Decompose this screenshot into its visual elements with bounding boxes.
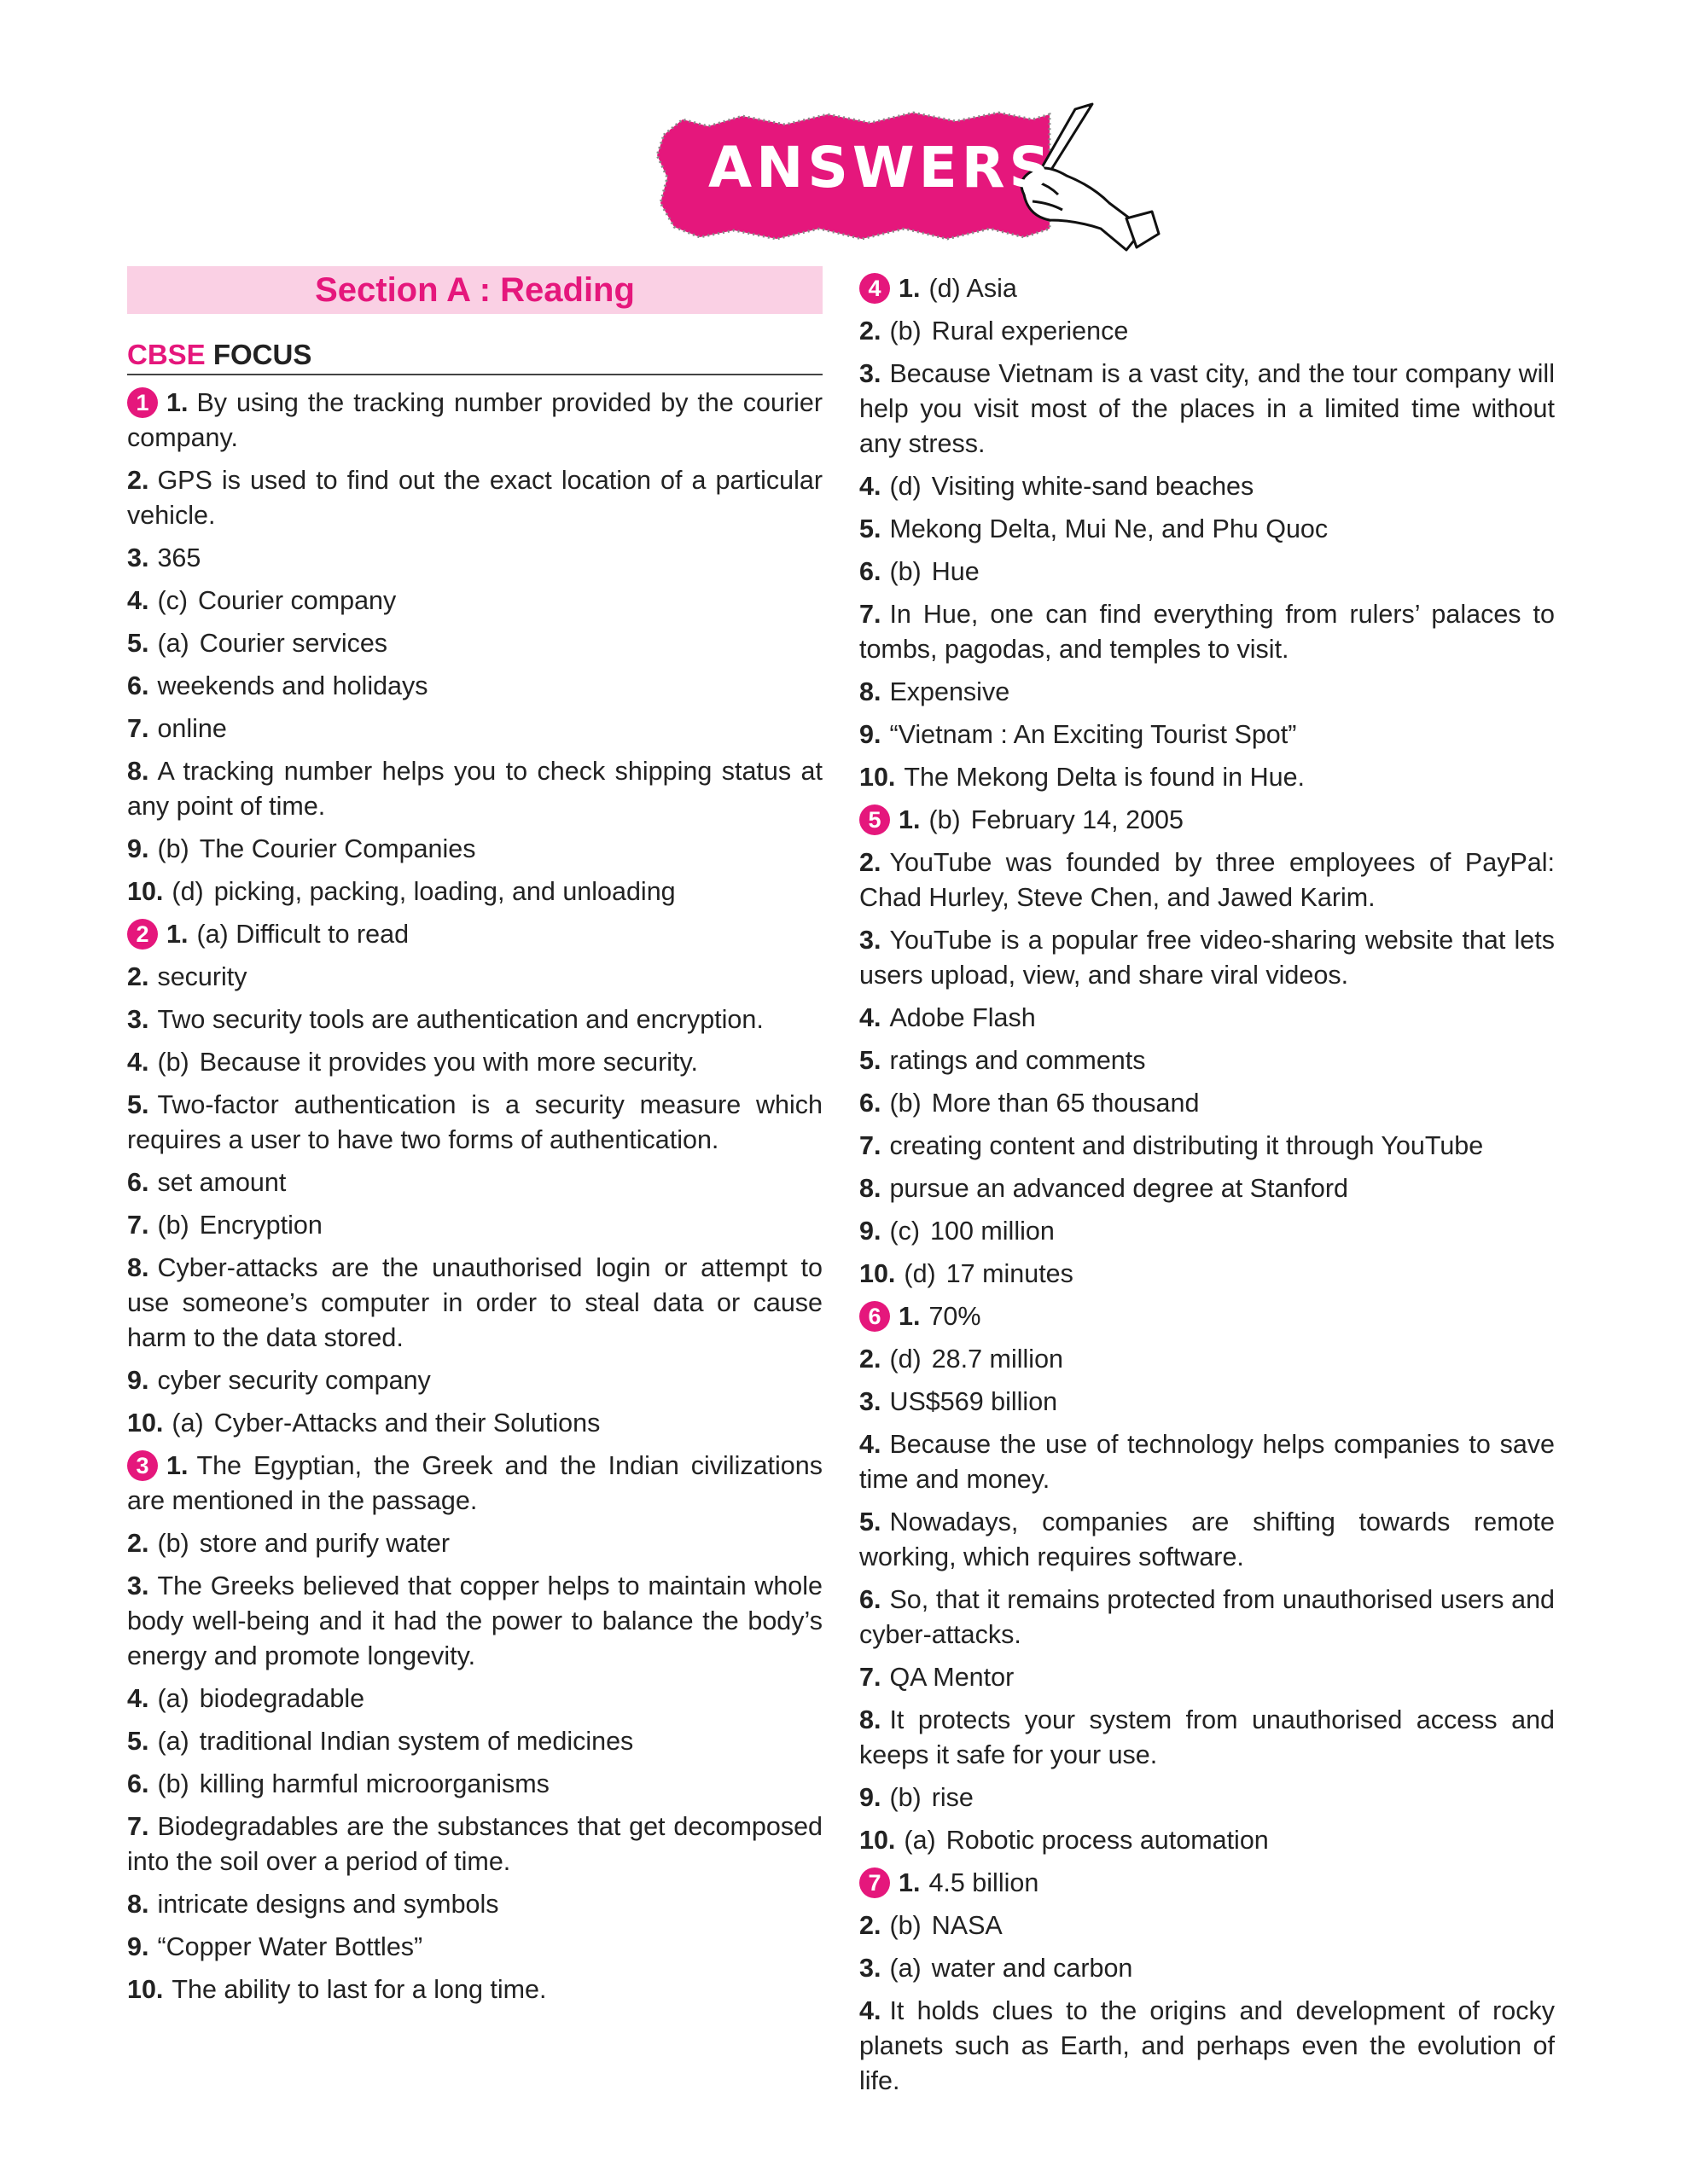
answer-text: NASA: [931, 1911, 1003, 1940]
answer-text: intricate designs and symbols: [157, 1890, 499, 1919]
answer-item: [127, 1406, 823, 1441]
question-number: 7.: [859, 600, 881, 629]
answer-text: cyber security company: [157, 1366, 431, 1395]
passage-number-badge: 2: [127, 919, 158, 950]
question-number: 4.: [127, 1684, 149, 1713]
answer-item: [127, 960, 823, 995]
question-number: 9.: [859, 1783, 881, 1812]
focus-word: FOCUS: [212, 339, 312, 370]
answer-item: [127, 1930, 823, 1965]
option-letter: (b): [157, 1769, 189, 1798]
option-letter: (b): [889, 1089, 922, 1118]
answer-item: [859, 271, 1555, 306]
answer-item: [859, 357, 1555, 462]
answer-item: [859, 845, 1555, 915]
option-letter: (c): [889, 1217, 921, 1246]
question-number: 7.: [127, 714, 149, 743]
answer-item: [859, 1299, 1555, 1334]
question-number: 6.: [859, 557, 881, 586]
answer-item: [127, 917, 823, 952]
question-number: 10.: [127, 1409, 164, 1438]
question-number: 9.: [127, 1932, 149, 1961]
question-number: 3.: [859, 926, 881, 955]
answer-text: killing harmful microorganisms: [199, 1769, 550, 1798]
answer-item: [859, 1866, 1555, 1901]
answer-text: Robotic process automation: [945, 1826, 1269, 1855]
question-number: 4.: [859, 1430, 881, 1459]
answer-text: By using the tracking number provided by the courier company.: [127, 388, 823, 452]
focus-heading: [127, 338, 823, 375]
answer-text: Courier company: [198, 586, 397, 615]
answer-text: YouTube was founded by three employees of PayPal: Chad Hurley, Steve Chen, and Jawed Karim.: [859, 848, 1555, 912]
question-number: 8.: [127, 1253, 149, 1282]
answer-text: Biodegradables are the substances that get decomposed into the soil over a period of time.: [127, 1812, 823, 1876]
answer-text: Rural experience: [931, 317, 1129, 346]
answer-item: [859, 314, 1555, 349]
answer-item: [127, 626, 823, 661]
question-number: 5.: [859, 514, 881, 543]
question-number: 2.: [859, 848, 881, 877]
question-number: 1.: [899, 1868, 921, 1897]
passage-number-badge: 5: [859, 804, 890, 835]
answer-item: [127, 1887, 823, 1922]
question-number: 4.: [127, 1048, 149, 1077]
question-number: 3.: [127, 1571, 149, 1600]
option-letter: (b): [889, 557, 922, 586]
answer-text: The Mekong Delta is found in Hue.: [904, 763, 1306, 792]
answer-item: [859, 1001, 1555, 1036]
answer-text: So, that it remains protected from unauthorised users and cyber-attacks.: [859, 1585, 1555, 1649]
question-number: 8.: [859, 1174, 881, 1203]
option-letter: (a): [904, 1826, 936, 1855]
question-number: 5.: [859, 1046, 881, 1075]
question-number: 10.: [859, 763, 896, 792]
answer-text: (a) Difficult to read: [196, 920, 410, 949]
answer-text: YouTube is a popular free video-sharing website that lets users upload, view, and share viral videos.: [859, 926, 1555, 990]
answer-text: set amount: [157, 1168, 287, 1197]
answer-item: [127, 1767, 823, 1802]
answer-item: [127, 1002, 823, 1037]
option-letter: (b): [157, 1529, 189, 1558]
left-column: [127, 266, 823, 2015]
question-number: 3.: [127, 543, 149, 572]
question-number: 1.: [166, 388, 189, 417]
question-number: 5.: [859, 1507, 881, 1536]
answer-text: store and purify water: [199, 1529, 450, 1558]
question-number: 7.: [127, 1812, 149, 1841]
answer-item: [127, 584, 823, 619]
option-letter: (a): [157, 1684, 189, 1713]
question-number: 7.: [859, 1131, 881, 1160]
answer-item: [127, 754, 823, 824]
answer-item: [859, 1257, 1555, 1292]
question-number: 2.: [859, 1911, 881, 1940]
option-letter: (b): [889, 1783, 922, 1812]
question-number: 4.: [859, 1003, 881, 1032]
answer-item: [859, 1427, 1555, 1497]
answer-text: Mekong Delta, Mui Ne, and Phu Quoc: [889, 514, 1329, 543]
answer-text: ratings and comments: [889, 1046, 1146, 1075]
answer-item: [127, 1165, 823, 1200]
answer-item: [859, 1660, 1555, 1695]
answer-text: QA Mentor: [889, 1663, 1015, 1692]
answer-text: Cyber-Attacks and their Solutions: [213, 1409, 601, 1438]
question-number: 2.: [859, 1345, 881, 1374]
question-number: 5.: [127, 1090, 149, 1119]
question-number: 1.: [166, 1451, 189, 1480]
answer-item: [859, 760, 1555, 795]
question-number: 6.: [127, 671, 149, 700]
answer-text: 100 million: [930, 1217, 1055, 1246]
answer-text: traditional Indian system of medicines: [199, 1727, 634, 1756]
option-letter: (a): [172, 1409, 204, 1438]
answer-text: February 14, 2005: [970, 805, 1184, 834]
answer-text: Two-factor authentication is a security measure which requires a user to have two forms of authentication.: [127, 1090, 823, 1154]
question-number: 1.: [899, 805, 921, 834]
option-letter: (d): [172, 877, 204, 906]
answer-item: [127, 386, 823, 456]
option-letter: (d): [889, 1345, 922, 1374]
answer-item: [859, 717, 1555, 752]
answer-text: pursue an advanced degree at Stanford: [889, 1174, 1348, 1203]
option-letter: (a): [157, 629, 189, 658]
answer-text: Two security tools are authentication and encryption.: [157, 1005, 764, 1034]
answer-item: [127, 1526, 823, 1561]
section-heading: Section A : Reading: [127, 266, 823, 314]
answer-list-right: [859, 271, 1555, 2099]
answer-text: Hue: [931, 557, 980, 586]
answer-item: [127, 463, 823, 533]
answer-item: [127, 874, 823, 909]
answer-text: 17 minutes: [945, 1259, 1073, 1288]
answer-text: creating content and distributing it through YouTube: [889, 1131, 1484, 1160]
answer-text: 365: [157, 543, 201, 572]
passage-number-badge: 1: [127, 387, 158, 418]
option-letter: (d): [889, 472, 922, 501]
answer-item: [127, 669, 823, 704]
answer-text: 4.5 billion: [928, 1868, 1039, 1897]
answer-text: Expensive: [889, 677, 1010, 706]
answer-text: Because the use of technology helps companies to save time and money.: [859, 1430, 1555, 1494]
answer-item: [859, 1951, 1555, 1986]
answer-text: rise: [931, 1783, 974, 1812]
answer-text: security: [157, 962, 247, 991]
question-number: 8.: [127, 757, 149, 786]
answer-item: [127, 1045, 823, 1080]
question-number: 3.: [859, 359, 881, 388]
answer-text: Courier services: [199, 629, 388, 658]
answer-item: [859, 1342, 1555, 1377]
option-letter: (b): [889, 317, 922, 346]
answer-item: [859, 1129, 1555, 1164]
answer-text: Encryption: [199, 1211, 323, 1240]
question-number: 10.: [127, 1975, 164, 2004]
option-letter: (b): [157, 834, 189, 863]
question-number: 2.: [127, 962, 149, 991]
question-number: 2.: [127, 1529, 149, 1558]
answer-item: [859, 675, 1555, 710]
answer-text: water and carbon: [931, 1954, 1133, 1983]
question-number: 9.: [127, 1366, 149, 1395]
question-number: 8.: [859, 677, 881, 706]
question-number: 7.: [127, 1211, 149, 1240]
answer-item: [127, 1972, 823, 2007]
answer-text: Nowadays, companies are shifting towards remote working, which requires software.: [859, 1507, 1555, 1571]
answer-item: [859, 1171, 1555, 1206]
answer-item: [859, 597, 1555, 667]
answer-item: [127, 1449, 823, 1519]
question-number: 4.: [859, 1996, 881, 2025]
passage-number-badge: 7: [859, 1867, 890, 1898]
answer-item: [859, 1994, 1555, 2099]
answer-text: 70%: [928, 1302, 981, 1331]
answer-text: Adobe Flash: [889, 1003, 1036, 1032]
answer-text: It protects your system from unauthorised access and keeps it safe for your use.: [859, 1705, 1555, 1769]
passage-number-badge: 3: [127, 1450, 158, 1481]
question-number: 3.: [127, 1005, 149, 1034]
option-letter: (a): [157, 1727, 189, 1756]
answer-text: The Egyptian, the Greek and the Indian civilizations are mentioned in the passage.: [127, 1451, 823, 1515]
answer-item: [127, 1088, 823, 1158]
focus-brand: CBSE: [127, 339, 206, 370]
question-number: 2.: [127, 466, 149, 495]
question-number: 1.: [166, 920, 189, 949]
question-number: 5.: [127, 1727, 149, 1756]
option-letter: (a): [889, 1954, 922, 1983]
answer-item: [859, 1214, 1555, 1249]
answer-item: [127, 1363, 823, 1398]
passage-number-badge: 6: [859, 1301, 890, 1332]
question-number: 10.: [127, 877, 164, 906]
option-letter: (b): [889, 1911, 922, 1940]
answer-text: picking, packing, loading, and unloading: [213, 877, 676, 906]
question-number: 8.: [859, 1705, 881, 1734]
question-number: 8.: [127, 1890, 149, 1919]
answer-text: Because Vietnam is a vast city, and the tour company will help you visit most of the places in a limited time without any stress.: [859, 359, 1555, 458]
answer-item: [859, 555, 1555, 590]
question-number: 4.: [859, 472, 881, 501]
answer-text: More than 65 thousand: [931, 1089, 1200, 1118]
question-number: 6.: [127, 1769, 149, 1798]
question-number: 9.: [127, 834, 149, 863]
answer-item: [127, 712, 823, 746]
answer-item: [859, 1703, 1555, 1773]
answer-text: In Hue, one can find everything from rulers’ palaces to tombs, pagodas, and temples to visit.: [859, 600, 1555, 664]
question-number: 2.: [859, 317, 881, 346]
answer-text: US$569 billion: [889, 1387, 1058, 1416]
answer-text: The Greeks believed that copper helps to maintain whole body well-being and it had the power to balance the body’s energy and promote longevity.: [127, 1571, 823, 1670]
question-number: 6.: [859, 1089, 881, 1118]
answer-item: [127, 1682, 823, 1716]
question-number: 10.: [859, 1826, 896, 1855]
answer-text: It holds clues to the origins and development of rocky planets such as Earth, and perhaps even the evolution of life.: [859, 1996, 1555, 2095]
option-letter: (d): [904, 1259, 936, 1288]
answer-text: 28.7 million: [931, 1345, 1063, 1374]
question-number: 5.: [127, 629, 149, 658]
question-number: 1.: [899, 274, 921, 303]
right-column: [859, 271, 1555, 2106]
answer-item: [859, 1823, 1555, 1858]
question-number: 4.: [127, 586, 149, 615]
answer-item: [127, 541, 823, 576]
answer-item: [127, 1208, 823, 1243]
answer-item: [127, 1724, 823, 1759]
answer-item: [859, 469, 1555, 504]
answer-text: GPS is used to find out the exact location of a particular vehicle.: [127, 466, 823, 530]
option-letter: (b): [157, 1048, 189, 1077]
answer-item: [859, 1505, 1555, 1575]
answer-text: Cyber-attacks are the unauthorised login or attempt to use someone’s computer in order to steal data or cause harm to the data stored.: [127, 1253, 823, 1352]
answer-item: [859, 512, 1555, 547]
answer-text: The ability to last for a long time.: [172, 1975, 547, 2004]
answer-item: [859, 1385, 1555, 1420]
answers-banner: [649, 101, 1161, 254]
question-number: 7.: [859, 1663, 881, 1692]
answer-item: [859, 1086, 1555, 1121]
answer-text: “Vietnam : An Exciting Tourist Spot”: [889, 720, 1297, 749]
answer-text: The Courier Companies: [199, 834, 476, 863]
answer-text: (d) Asia: [928, 274, 1017, 303]
page-title: ANSWERS: [708, 135, 1055, 200]
question-number: 3.: [859, 1387, 881, 1416]
answer-item: [859, 1583, 1555, 1653]
option-letter: (b): [157, 1211, 189, 1240]
answer-item: [859, 1908, 1555, 1943]
answer-text: Because it provides you with more security.: [199, 1048, 698, 1077]
question-number: 9.: [859, 720, 881, 749]
answer-item: [127, 1251, 823, 1356]
option-letter: (b): [928, 805, 961, 834]
question-number: 1.: [899, 1302, 921, 1331]
answer-item: [127, 832, 823, 867]
answer-item: [127, 1569, 823, 1674]
answer-text: weekends and holidays: [157, 671, 428, 700]
question-number: 6.: [127, 1168, 149, 1197]
answer-item: [127, 1809, 823, 1879]
question-number: 3.: [859, 1954, 881, 1983]
answer-item: [859, 803, 1555, 838]
question-number: 6.: [859, 1585, 881, 1614]
answer-text: Visiting white-sand beaches: [931, 472, 1254, 501]
answer-item: [859, 923, 1555, 993]
answer-item: [859, 1780, 1555, 1815]
question-number: 9.: [859, 1217, 881, 1246]
answer-text: biodegradable: [199, 1684, 365, 1713]
option-letter: (c): [157, 586, 189, 615]
passage-number-badge: 4: [859, 273, 890, 304]
answer-text: online: [157, 714, 227, 743]
answer-text: “Copper Water Bottles”: [157, 1932, 423, 1961]
answer-list-left: [127, 386, 823, 2007]
answer-text: A tracking number helps you to check shipping status at any point of time.: [127, 757, 823, 821]
answer-item: [859, 1043, 1555, 1078]
question-number: 10.: [859, 1259, 896, 1288]
